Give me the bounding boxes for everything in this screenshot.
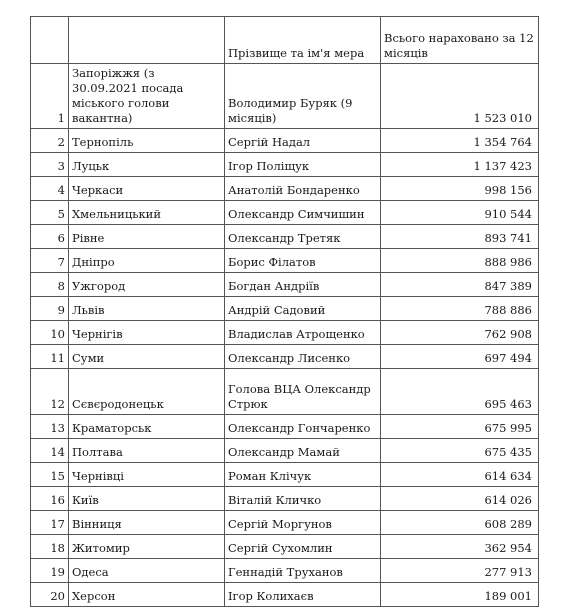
row-mayor: Віталій Кличко [225, 487, 381, 511]
row-total: 847 389 [381, 273, 539, 297]
table-row [31, 511, 539, 535]
row-num: 15 [31, 463, 69, 487]
row-num: 6 [31, 225, 69, 249]
table-row [31, 153, 539, 177]
row-num: 16 [31, 487, 69, 511]
row-city: Краматорськ [69, 415, 225, 439]
table-row [31, 321, 539, 345]
row-city: Київ [69, 487, 225, 511]
row-num: 1 [31, 64, 69, 129]
row-mayor: Сергій Сухомлин [225, 535, 381, 559]
table-row [31, 559, 539, 583]
table-row [31, 487, 539, 511]
row-city: Черкаси [69, 177, 225, 201]
row-num: 19 [31, 559, 69, 583]
table-row [31, 129, 539, 153]
row-num: 17 [31, 511, 69, 535]
table-row [31, 463, 539, 487]
row-total: 1 523 010 [381, 64, 539, 129]
row-mayor: Геннадій Труханов [225, 559, 381, 583]
row-mayor: Ігор Поліщук [225, 153, 381, 177]
row-num: 14 [31, 439, 69, 463]
table-row [31, 225, 539, 249]
row-total: 998 156 [381, 177, 539, 201]
row-mayor: Анатолій Бондаренко [225, 177, 381, 201]
row-city: Житомир [69, 535, 225, 559]
table-row [31, 249, 539, 273]
row-city: Вінниця [69, 511, 225, 535]
row-mayor: Ігор Колихаєв [225, 583, 381, 607]
row-city: Рівне [69, 225, 225, 249]
row-num: 11 [31, 345, 69, 369]
row-total: 788 886 [381, 297, 539, 321]
row-num: 9 [31, 297, 69, 321]
row-mayor: Андрій Садовий [225, 297, 381, 321]
row-city: Полтава [69, 439, 225, 463]
row-total: 1 137 423 [381, 153, 539, 177]
row-total: 277 913 [381, 559, 539, 583]
row-city: Луцьк [69, 153, 225, 177]
row-mayor: Олександр Гончаренко [225, 415, 381, 439]
row-city: Одеса [69, 559, 225, 583]
header-total: Всього нараховано за 12 місяців [381, 17, 539, 64]
row-num: 8 [31, 273, 69, 297]
row-mayor: Роман Клічук [225, 463, 381, 487]
row-num: 20 [31, 583, 69, 607]
row-mayor: Владислав Атрощенко [225, 321, 381, 345]
table-row [31, 297, 539, 321]
row-city: Львів [69, 297, 225, 321]
mayor-salary-table [30, 16, 539, 607]
salary-table-container [30, 16, 539, 607]
row-mayor: Олександр Мамай [225, 439, 381, 463]
row-total: 614 634 [381, 463, 539, 487]
row-city: Запоріжжя (з 30.09.2021 посада міського голови вакантна) [69, 64, 225, 129]
table-row [31, 439, 539, 463]
row-num: 3 [31, 153, 69, 177]
row-total: 893 741 [381, 225, 539, 249]
row-city: Херсон [69, 583, 225, 607]
table-row [31, 535, 539, 559]
table-row [31, 273, 539, 297]
table-row [31, 369, 539, 415]
table-row [31, 583, 539, 607]
row-num: 5 [31, 201, 69, 225]
header-num [31, 17, 69, 64]
row-total: 189 001 [381, 583, 539, 607]
row-num: 18 [31, 535, 69, 559]
header-city [69, 17, 225, 64]
row-total: 762 908 [381, 321, 539, 345]
table-row [31, 201, 539, 225]
row-city: Ужгород [69, 273, 225, 297]
row-mayor: Олександр Третяк [225, 225, 381, 249]
row-mayor: Сергій Надал [225, 129, 381, 153]
row-total: 675 995 [381, 415, 539, 439]
row-mayor: Сергій Моргунов [225, 511, 381, 535]
row-total: 362 954 [381, 535, 539, 559]
table-row [31, 177, 539, 201]
row-total: 888 986 [381, 249, 539, 273]
row-total: 614 026 [381, 487, 539, 511]
row-total: 910 544 [381, 201, 539, 225]
header-mayor: Прізвище та ім'я мера [225, 17, 381, 64]
table-row [31, 64, 539, 129]
row-total: 1 354 764 [381, 129, 539, 153]
table-row [31, 415, 539, 439]
row-total: 675 435 [381, 439, 539, 463]
row-total: 608 289 [381, 511, 539, 535]
row-num: 2 [31, 129, 69, 153]
row-num: 12 [31, 369, 69, 415]
row-city: Чернівці [69, 463, 225, 487]
row-total: 697 494 [381, 345, 539, 369]
row-mayor: Голова ВЦА Олександр Стрюк [225, 369, 381, 415]
row-num: 10 [31, 321, 69, 345]
row-city: Тернопіль [69, 129, 225, 153]
row-mayor: Володимир Буряк (9 місяців) [225, 64, 381, 129]
row-city: Дніпро [69, 249, 225, 273]
row-num: 7 [31, 249, 69, 273]
table-row [31, 345, 539, 369]
row-mayor: Олександр Лисенко [225, 345, 381, 369]
row-num: 4 [31, 177, 69, 201]
row-mayor: Олександр Симчишин [225, 201, 381, 225]
row-city: Хмельницький [69, 201, 225, 225]
row-total: 695 463 [381, 369, 539, 415]
row-city: Сєвєродонецьк [69, 369, 225, 415]
row-city: Чернігів [69, 321, 225, 345]
table-header-row [31, 17, 539, 64]
row-mayor: Богдан Андріїв [225, 273, 381, 297]
row-mayor: Борис Філатов [225, 249, 381, 273]
row-num: 13 [31, 415, 69, 439]
row-city: Суми [69, 345, 225, 369]
